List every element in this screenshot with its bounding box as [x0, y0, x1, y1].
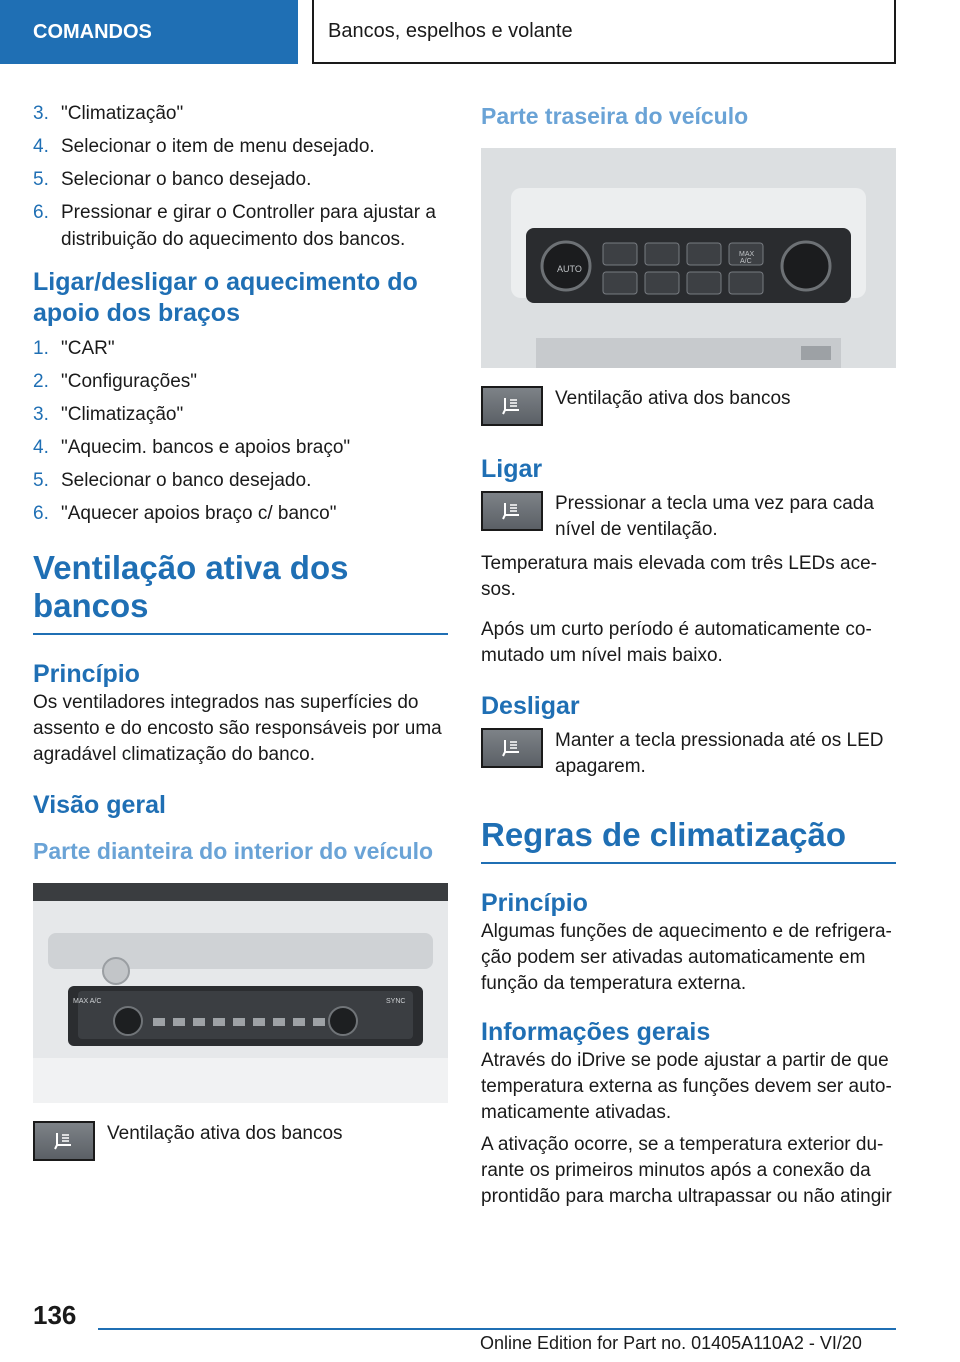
step-text: Pressionar e girar o Controller para ajustar a distribuição do aquecimento dos bancos.	[61, 202, 436, 250]
list-item	[33, 401, 448, 428]
figure-caption: Ventilação ativa dos bancos	[555, 388, 791, 409]
chapter-label: COMANDOS	[33, 20, 152, 43]
seat-ventilation-button-icon	[481, 386, 543, 426]
figure-caption-row	[481, 386, 896, 426]
principle-text: Os ventiladores integrados nas superfícies do assento e do encosto são responsáveis por uma agradável climatização do banco.	[33, 692, 442, 765]
list-item	[33, 166, 448, 193]
step-text: Selecionar o item de menu desejado.	[61, 136, 375, 157]
switch-off-row	[481, 728, 896, 780]
general-info-text-2: A ativação ocorre, se a temperatura exterior durante os primeiros minutos após a conexão da prontidão para marcha ultrapassar ou não atingir	[481, 1134, 892, 1207]
page-header-title	[312, 0, 896, 64]
auto-label: AUTO	[557, 264, 582, 274]
list-item	[33, 199, 448, 253]
maxac-label: MAX A/C	[73, 998, 102, 1005]
list-item	[33, 434, 448, 461]
step-number: 3.	[33, 103, 49, 124]
step-number: 4.	[33, 437, 49, 458]
step-number: 6.	[33, 202, 49, 223]
step-number: 4.	[33, 136, 49, 157]
list-item	[33, 100, 448, 127]
heading-active-seat-ventilation: Ventilação ativa dos bancos	[33, 549, 448, 635]
front-console-photo	[33, 883, 448, 1103]
step-number: 5.	[33, 470, 49, 491]
switch-on-text-3: Após um curto período é automaticamente comutado um nível mais baixo.	[481, 619, 872, 666]
step-text: "Configurações"	[61, 371, 198, 392]
right-column	[481, 100, 896, 1210]
heading-switch-off: Desligar	[481, 692, 580, 720]
step-text: "CAR"	[61, 338, 115, 359]
max-label: MAX	[739, 251, 755, 258]
sync-label: SYNC	[386, 998, 406, 1005]
seat-ventilation-button-icon	[33, 1121, 95, 1161]
step-text: Selecionar o banco desejado.	[61, 470, 312, 491]
list-item	[33, 467, 448, 494]
rear-console-photo	[481, 148, 896, 368]
switch-off-text: Manter a tecla pressionada até os LED apagarem.	[555, 730, 884, 777]
front-console-illustration	[33, 883, 448, 1103]
heading-climate-rules: Regras de climatização	[481, 816, 896, 864]
left-column	[33, 100, 448, 1161]
principle-text: Algumas funções de aquecimento e de refrigeração podem ser ativadas automaticamente em função da temperatura externa.	[481, 921, 892, 994]
switch-on-text: Pressionar a tecla uma vez para cada nível de ventilação.	[555, 493, 874, 540]
step-text: "Aquecer apoios braço c/ banco"	[61, 503, 337, 524]
switch-on-row	[481, 491, 896, 543]
steps-list-armrest	[33, 335, 448, 527]
heading-switch-on: Ligar	[481, 455, 543, 483]
list-item	[33, 335, 448, 362]
section-title: Bancos, espelhos e volante	[328, 19, 573, 42]
list-item	[33, 368, 448, 395]
seat-ventilation-button-icon	[481, 491, 543, 531]
step-text: "Climatização"	[61, 103, 184, 124]
heading-overview: Visão geral	[33, 791, 166, 819]
switch-on-text-2: Temperatura mais elevada com três LEDs acesos.	[481, 553, 877, 600]
step-number: 5.	[33, 169, 49, 190]
footer-edition: Online Edition for Part no. 01405A110A2 - VI/20	[480, 1333, 862, 1353]
seat-ventilation-button-icon	[481, 728, 543, 768]
step-text: Selecionar o banco desejado.	[61, 169, 312, 190]
figure-caption-row	[33, 1121, 448, 1161]
heading-general-info: Informações gerais	[481, 1018, 711, 1046]
heading-front-interior: Parte dianteira do interior do veículo	[33, 838, 434, 864]
steps-list-climate	[33, 100, 448, 253]
footer-divider	[98, 1328, 896, 1330]
step-number: 3.	[33, 404, 49, 425]
heading-rear-interior: Parte traseira do veículo	[481, 103, 749, 129]
step-text: "Climatização"	[61, 404, 184, 425]
step-text: "Aquecim. bancos e apoios braço"	[61, 437, 351, 458]
ac-label: A/C	[740, 258, 752, 265]
heading-armrest-heating: Ligar/desligar o aquecimento do apoio dos braços	[33, 268, 418, 327]
step-number: 6.	[33, 503, 49, 524]
list-item	[33, 500, 448, 527]
page-number: 136	[33, 1300, 77, 1330]
step-number: 2.	[33, 371, 49, 392]
heading-principle: Princípio	[481, 889, 588, 917]
step-number: 1.	[33, 338, 49, 359]
chapter-tab	[0, 0, 298, 64]
general-info-text-1: Através do iDrive se pode ajustar a partir de que temperatura externa as funções devem ser automaticamente ativadas.	[481, 1050, 892, 1123]
heading-principle: Princípio	[33, 660, 140, 688]
rear-console-illustration	[481, 148, 896, 368]
list-item	[33, 133, 448, 160]
figure-caption: Ventilação ativa dos bancos	[107, 1123, 343, 1144]
